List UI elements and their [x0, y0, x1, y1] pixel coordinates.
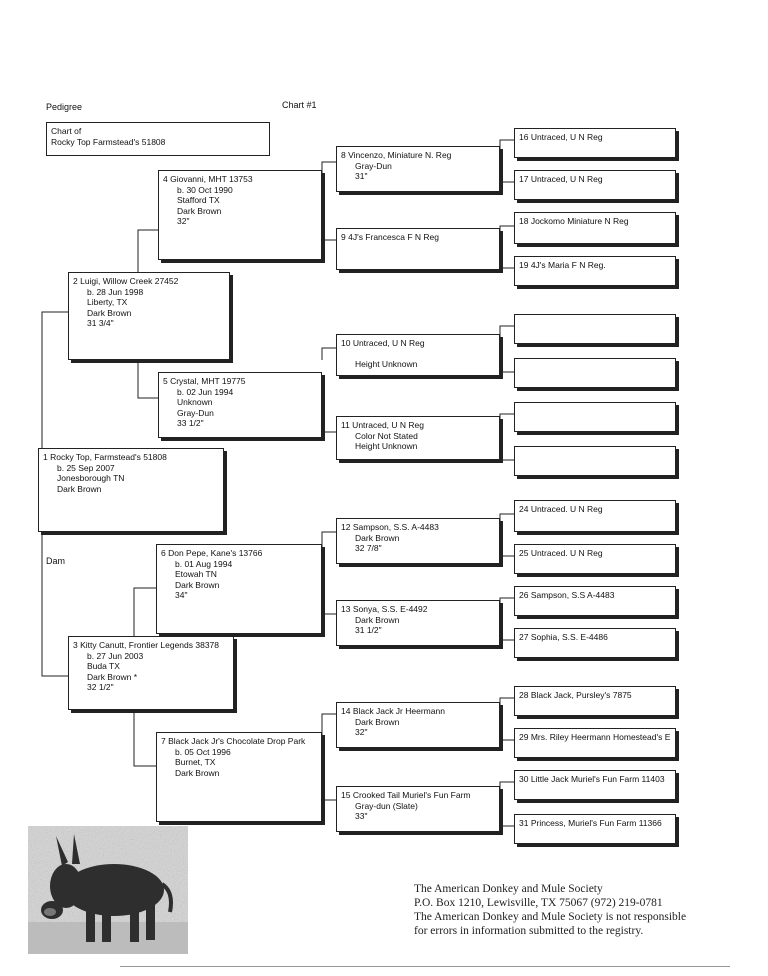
animal-15-box	[336, 786, 500, 832]
animal-detail: 32"	[355, 727, 368, 737]
animal-detail: b. 27 Jun 2003	[87, 650, 144, 661]
animal-detail: b. 30 Oct 1990	[177, 184, 233, 195]
animal-detail: Liberty, TX	[87, 297, 128, 307]
animal-detail: Burnet, TX	[175, 757, 216, 767]
animal-name: 7 Black Jack Jr's Chocolate Drop Park	[161, 736, 306, 746]
animal-detail: Dark Brown	[355, 532, 400, 543]
animal-detail: Gray-Dun	[355, 160, 392, 171]
animal-detail: Dark Brown	[175, 767, 220, 778]
animal-detail: 31 3/4"	[87, 318, 114, 328]
animal-detail: 32 7/8"	[355, 543, 382, 553]
animal-name: 8 Vincenzo, Miniature N. Reg	[341, 150, 452, 160]
animal-detail: b. 28 Jun 1998	[87, 286, 144, 297]
chart-of-name: Rocky Top Farmstead's 51808	[51, 136, 166, 147]
animal-name: 19 4J's Maria F N Reg.	[519, 260, 606, 270]
animal-name: 30 Little Jack Muriel's Fun Farm 11403	[519, 774, 665, 784]
chart-of-box	[46, 122, 270, 156]
animal-name: 9 4J's Francesca F N Reg	[341, 232, 439, 242]
animal-detail: 34"	[175, 590, 188, 600]
animal-detail: Gray-dun (Slate)	[355, 800, 418, 811]
animal-name: 6 Don Pepe, Kane's 13766	[161, 548, 263, 558]
animal-25-box	[514, 544, 676, 574]
animal-name: 29 Mrs. Riley Heermann Homestead's E	[519, 732, 671, 742]
animal-detail: Etowah TN	[175, 569, 217, 579]
animal-detail: 33"	[355, 811, 368, 821]
animal-detail: Jonesborough TN	[57, 473, 125, 483]
animal-detail: Dark Brown	[57, 483, 102, 494]
pedigree-heading: Pedigree	[46, 102, 83, 112]
animal-detail: 31"	[355, 171, 368, 181]
animal-detail: b. 05 Oct 1996	[175, 746, 231, 757]
animal-detail: 32 1/2"	[87, 682, 114, 692]
animal-19-box	[514, 256, 676, 286]
animal-name: 12 Sampson, S.S. A-4483	[341, 522, 439, 532]
animal-name: 25 Untraced. U N Reg	[519, 548, 603, 558]
animal-detail: 33 1/2"	[177, 418, 204, 428]
animal-detail: 31 1/2"	[355, 625, 382, 635]
animal-10-box	[336, 334, 500, 376]
animal-12-box	[336, 518, 500, 564]
animal-name: 17 Untraced, U N Reg	[519, 174, 603, 184]
animal-27-box	[514, 628, 676, 658]
animal-detail: 32"	[177, 216, 190, 226]
animal-name: 14 Black Jack Jr Heermann	[341, 706, 445, 716]
dam-label: Dam	[46, 556, 66, 566]
animal-name: 26 Sampson, S.S A-4483	[519, 590, 615, 600]
animal-13-box	[336, 600, 500, 646]
animal-17-box	[514, 170, 676, 200]
animal-detail: Buda TX	[87, 661, 120, 671]
animal-name: 10 Untraced, U N Reg	[341, 338, 425, 348]
animal-detail: Dark Brown	[355, 716, 400, 727]
animal-name: 18 Jockomo Miniature N Reg	[519, 216, 629, 226]
footer-society-name: The American Donkey and Mule Society	[414, 883, 603, 895]
animal-7-box	[156, 732, 322, 822]
animal-detail: Dark Brown *	[87, 671, 138, 682]
animal-name: 27 Sophia, S.S. E-4486	[519, 632, 608, 642]
animal-detail: Height Unknown	[355, 441, 418, 451]
footer-disclaimer-1: The American Donkey and Mule Society is not responsible	[414, 911, 687, 923]
animal-30-box	[514, 770, 676, 800]
animal-name: 2 Luigi, Willow Creek 27452	[73, 276, 179, 286]
animal-20-box	[514, 314, 676, 344]
footer-disclaimer-2: for errors in information submitted to the registry.	[414, 925, 644, 937]
animal-name	[519, 450, 671, 461]
animal-detail	[341, 349, 495, 360]
animal-detail: Dark Brown	[355, 614, 400, 625]
animal-name	[519, 318, 671, 329]
animal-11-box	[336, 416, 500, 460]
animal-16-box	[514, 128, 676, 158]
chart-number: Chart #1	[282, 100, 317, 110]
animal-name: 15 Crooked Tail Muriel's Fun Farm	[341, 790, 471, 800]
animal-8-box	[336, 146, 500, 192]
society-footer	[414, 882, 686, 938]
animal-detail: Color Not Stated	[355, 430, 418, 441]
animal-name: 16 Untraced, U N Reg	[519, 132, 603, 142]
animal-detail: Stafford TX	[177, 195, 220, 205]
animal-detail: Dark Brown	[175, 579, 220, 590]
animal-name: 3 Kitty Canutt, Frontier Legends 38378	[73, 640, 220, 650]
animal-name: 1 Rocky Top, Farmstead's 51808	[43, 452, 167, 462]
animal-detail: b. 02 Jun 1994	[177, 386, 234, 397]
animal-name	[519, 362, 671, 373]
animal-3-box	[68, 636, 234, 710]
animal-detail: Unknown	[177, 397, 213, 407]
animal-detail: Height Unknown	[355, 359, 418, 369]
bottom-rule	[120, 966, 730, 967]
animal-detail: b. 01 Aug 1994	[175, 558, 233, 569]
animal-name: 13 Sonya, S.S. E-4492	[341, 604, 428, 614]
animal-4-box	[158, 170, 322, 260]
animal-name: 24 Untraced. U N Reg	[519, 504, 603, 514]
animal-1-box	[38, 448, 224, 532]
animal-24-box	[514, 500, 676, 532]
animal-26-box	[514, 586, 676, 616]
animal-detail: Dark Brown	[177, 205, 222, 216]
animal-28-box	[514, 686, 676, 716]
animal-18-box	[514, 212, 676, 244]
animal-name: 5 Crystal, MHT 19775	[163, 376, 246, 386]
animal-2-box	[68, 272, 230, 360]
animal-9-box	[336, 228, 500, 270]
animal-31-box	[514, 814, 676, 844]
animal-detail: b. 25 Sep 2007	[57, 462, 115, 473]
animal-name: 4 Giovanni, MHT 13753	[163, 174, 253, 184]
donkey-photo	[28, 826, 188, 954]
animal-name: 28 Black Jack, Pursley's 7875	[519, 690, 632, 700]
animal-22-box	[514, 402, 676, 432]
animal-name	[519, 406, 671, 417]
animal-name: 11 Untraced, U N Reg	[341, 420, 424, 430]
animal-29-box	[514, 728, 676, 758]
animal-14-box	[336, 702, 500, 748]
footer-address: P.O. Box 1210, Lewisville, TX 75067 (972) 219-0781	[414, 897, 663, 909]
animal-23-box	[514, 446, 676, 476]
animal-detail: Dark Brown	[87, 307, 132, 318]
chart-of-label: Chart of	[51, 126, 82, 136]
animal-detail: Gray-Dun	[177, 407, 214, 418]
animal-5-box	[158, 372, 322, 438]
animal-6-box	[156, 544, 322, 634]
animal-name: 31 Princess, Muriel's Fun Farm 11366	[519, 818, 662, 828]
animal-21-box	[514, 358, 676, 388]
